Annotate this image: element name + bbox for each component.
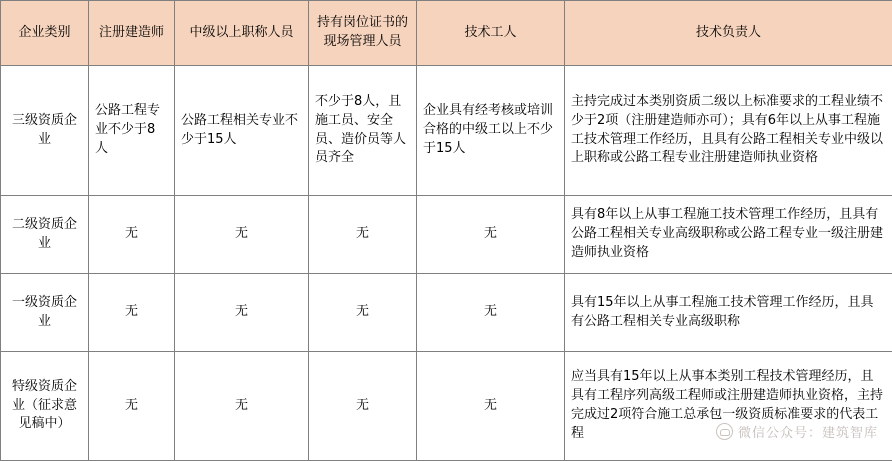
cell-technical-leader: 主持完成过本类别资质二级以上标准要求的工程业绩不少于2项（注册建造师亦可）；具有6年以上从事工程施工技术管理工作经历，且具有公路工程相关专业中级以上职称或公路工程专业注册建造师执业资格 [565, 66, 892, 196]
cell-registered-builder: 无 [89, 196, 175, 274]
cell-technical-workers: 企业具有经考核或培训合格的中级工以上不少于15人 [417, 66, 565, 196]
column-header-registered-builder: 注册建造师 [89, 1, 175, 66]
table-body [1, 66, 892, 461]
column-header-mid-title-staff: 中级以上职称人员 [175, 1, 309, 66]
table-row [1, 66, 892, 196]
cell-mid-title-staff: 无 [175, 352, 309, 461]
table-header-row [1, 1, 892, 66]
table-row [1, 274, 892, 352]
cell-mid-title-staff: 无 [175, 274, 309, 352]
cell-technical-leader: 具有8年以上从事工程施工技术管理工作经历，且具有公路工程相关专业高级职称或公路工程专业一级注册建造师执业资格 [565, 196, 892, 274]
cell-site-managers: 无 [309, 196, 417, 274]
table-row [1, 352, 892, 461]
cell-technical-workers: 无 [417, 274, 565, 352]
cell-registered-builder: 无 [89, 274, 175, 352]
cell-site-managers: 不少于8人，且施工员、安全员、造价员等人员齐全 [309, 66, 417, 196]
table-header [1, 1, 892, 66]
column-header-site-managers: 持有岗位证书的现场管理人员 [309, 1, 417, 66]
cell-site-managers: 无 [309, 352, 417, 461]
cell-technical-workers: 无 [417, 196, 565, 274]
column-header-technical-leader: 技术负责人 [565, 1, 892, 66]
cell-mid-title-staff: 公路工程相关专业不少于15人 [175, 66, 309, 196]
row-label-level1: 一级资质企业 [1, 274, 89, 352]
cell-site-managers: 无 [309, 274, 417, 352]
cell-registered-builder: 公路工程专业不少于8人 [89, 66, 175, 196]
column-header-category: 企业类别 [1, 1, 89, 66]
table-row [1, 196, 892, 274]
cell-mid-title-staff: 无 [175, 196, 309, 274]
column-header-technical-workers: 技术工人 [417, 1, 565, 66]
watermark-text: 微信公众号：建筑智库 [738, 422, 878, 441]
cell-technical-leader: 具有15年以上从事工程施工技术管理工作经历，且具有公路工程相关专业高级职称 [565, 274, 892, 352]
cell-registered-builder: 无 [89, 352, 175, 461]
cell-technical-leader: 应当具有15年以上从事本类别工程技术管理经历，且具有工程序列高级工程师或注册建造师执业资格，主持完成过2项符合施工总承包一级资质标准要求的代表工程 [565, 352, 892, 461]
row-label-level3: 三级资质企业 [1, 66, 89, 196]
cell-technical-workers: 无 [417, 352, 565, 461]
row-label-level2: 二级资质企业 [1, 196, 89, 274]
row-label-special: 特级资质企业（征求意见稿中） [1, 352, 89, 461]
